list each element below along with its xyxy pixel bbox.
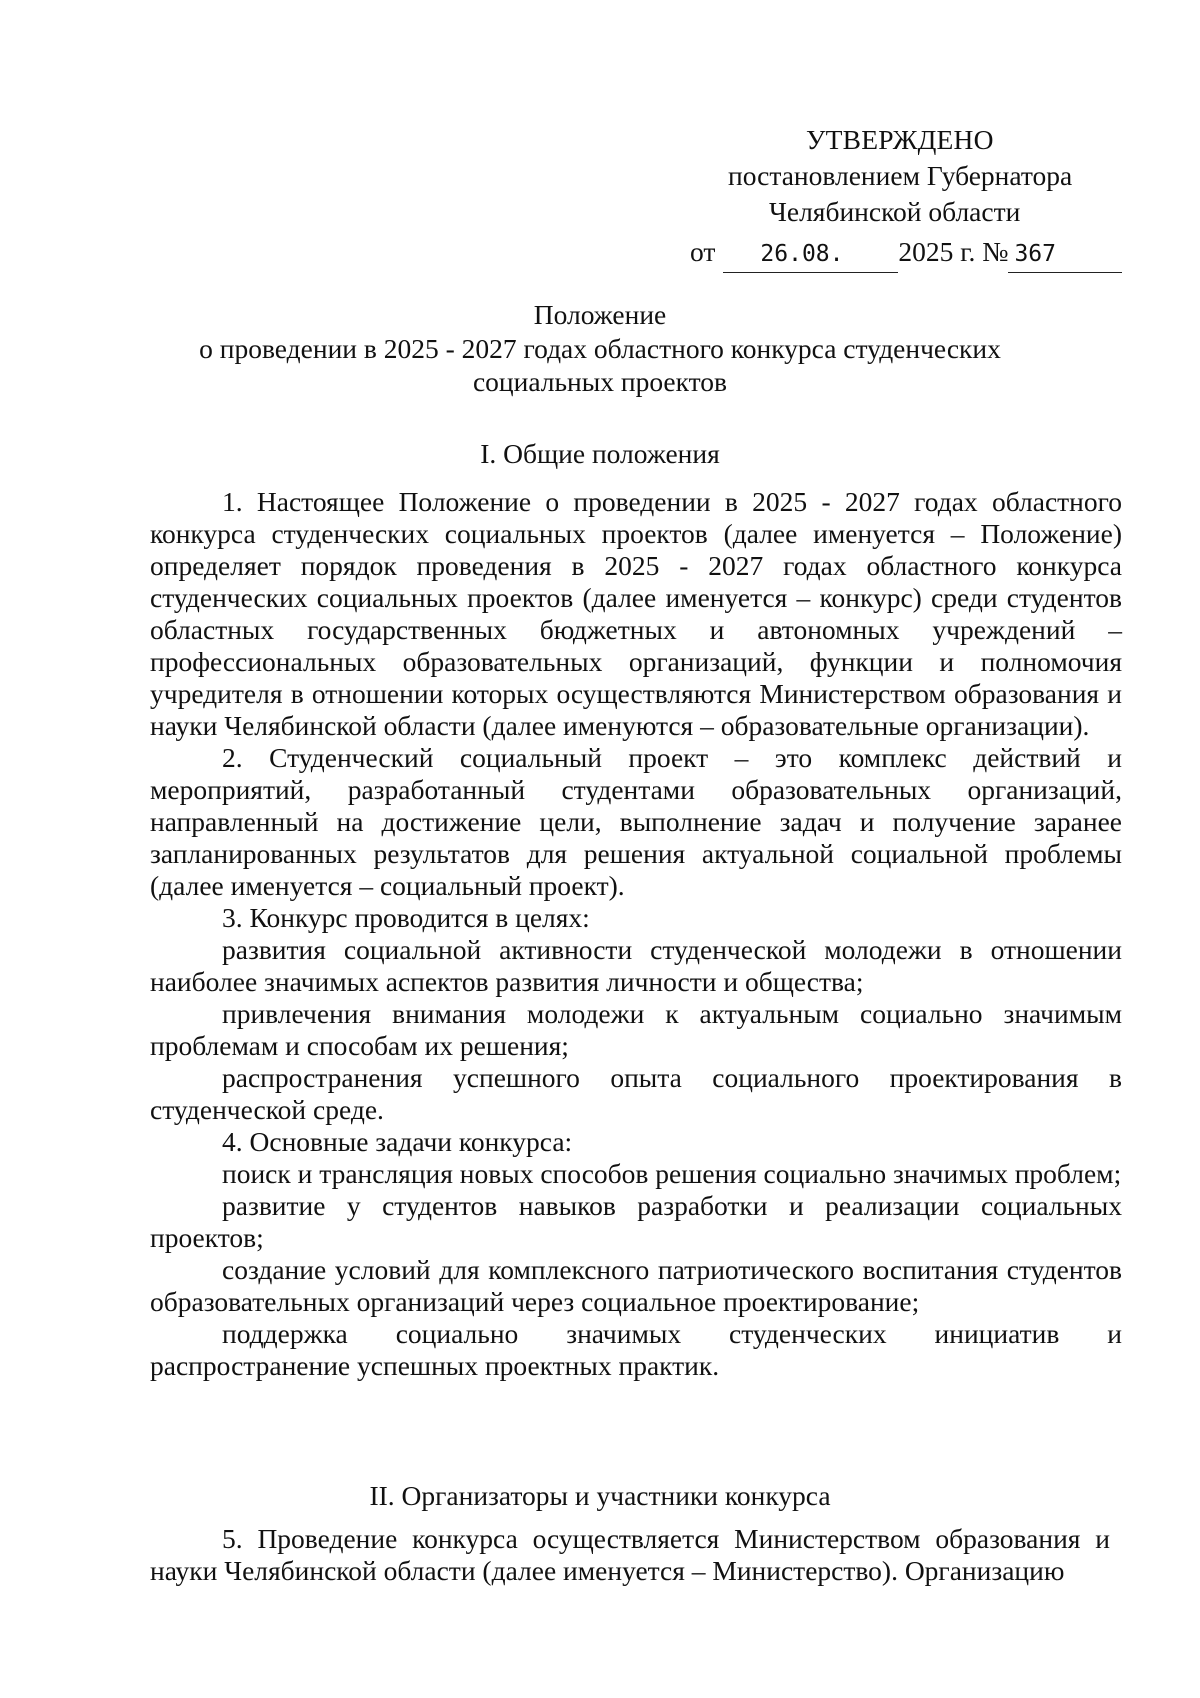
paragraph: поддержка социально значимых студенческих инициатив и распространение успешных проектных практик. (150, 1318, 1122, 1381)
paragraph: 5. Проведение конкурса осуществляется Министерством образования и науки Челябинской области (далее именуется – Министерство). Организацию (150, 1523, 1110, 1586)
paragraph: 2. Студенческий социальный проект – это комплекс действий и мероприятий, разработанный студентами образовательных организаций, направленный на достижение цели, выполнение задач и получение заранее запланированных результатов для решения актуальной социальной проблемы (далее именуется – социальный проект). (150, 742, 1122, 901)
paragraph: 3. Конкурс проводится в целях: (222, 902, 590, 933)
section-2-heading: II. Организаторы и участники конкурса (369, 1480, 831, 1511)
approval-title: УТВЕРЖДЕНО (806, 124, 994, 155)
paragraph: распространения успешного опыта социального проектирования в студенческой среде. (150, 1062, 1122, 1125)
approval-line-2: Челябинской области (769, 196, 1021, 227)
section-2-body (150, 1523, 1110, 1587)
paragraph: поиск и трансляция новых способов решения социально значимых проблем; (222, 1158, 1122, 1189)
paragraph: развитие у студентов навыков разработки и реализации социальных проектов; (150, 1190, 1122, 1253)
paragraph: создание условий для комплексного патриотического воспитания студентов образовательных организаций через социальное проектирование; (150, 1254, 1122, 1317)
date-field: 26.08. (723, 236, 898, 273)
approval-date-line (690, 234, 1090, 273)
section-1-body (150, 486, 1122, 1382)
title-line-2: о проведении в 2025 - 2027 годах областного конкурса студенческих (199, 332, 1001, 364)
date-prefix: от (690, 236, 716, 267)
title-line-3: социальных проектов (472, 366, 728, 397)
title-line-1: Положение (533, 299, 667, 330)
approval-stamp (690, 122, 1090, 273)
approval-line-1: постановлением Губернатора (728, 160, 1073, 191)
paragraph: 4. Основные задачи конкурса: (222, 1126, 573, 1157)
document-title (150, 298, 1050, 399)
paragraph: привлечения внимания молодежи к актуальным социально значимым проблемам и способам их решения; (150, 998, 1122, 1061)
date-year: 2025 г. № (898, 236, 1009, 267)
paragraph: развития социальной активности студенческой молодежи в отношении наиболее значимых аспектов развития личности и общества; (150, 934, 1122, 997)
paragraph: 1. Настоящее Положение о проведении в 2025 - 2027 годах областного конкурса студенческих социальных проектов (далее именуется – Положение) определяет порядок проведения в 2025 - 2027 годах областного конкурса студенческих социальных проектов (далее именуется – конкурс) среди студентов областных государственных бюджетных и автономных учреждений – профессиональных образовательных организаций, функции и полномочия учредителя в отношении которых осуществляются Министерством образования и науки Челябинской области (далее именуются – образовательные организации). (150, 486, 1122, 741)
section-1-heading: I. Общие положения (480, 438, 720, 469)
number-field: 367 (1008, 236, 1122, 273)
